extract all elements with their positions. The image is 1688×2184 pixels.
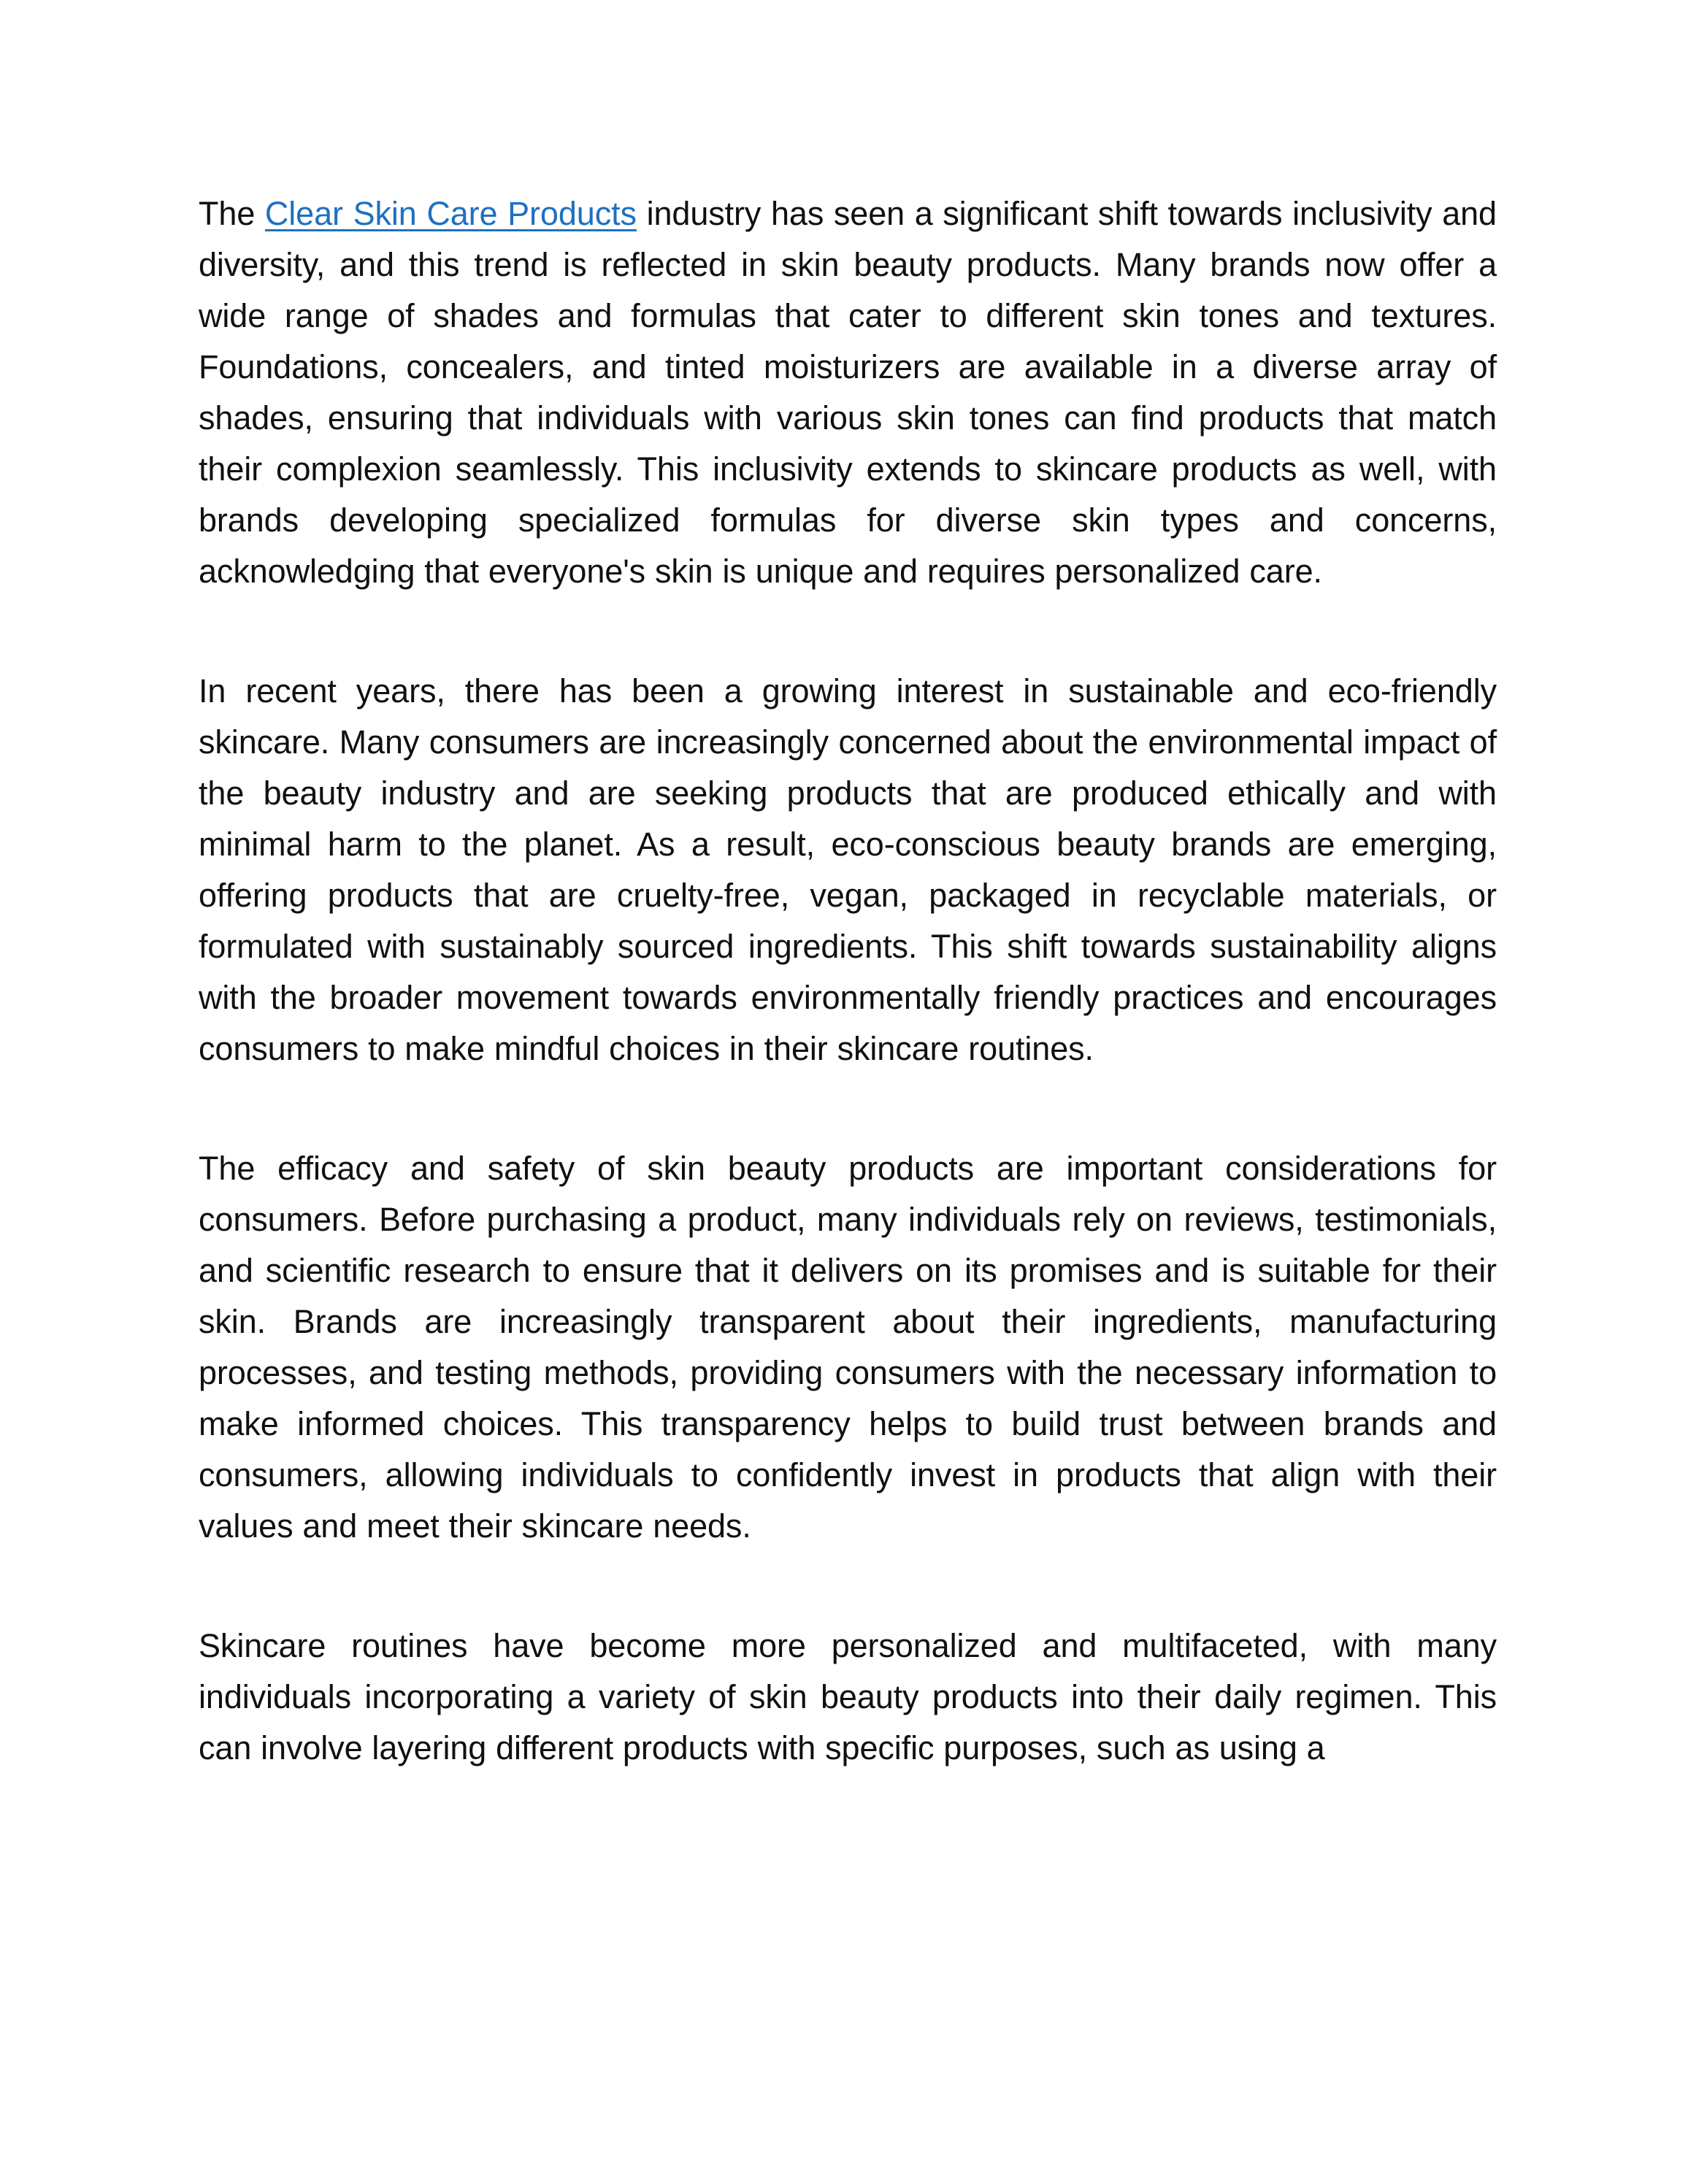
paragraph-3 xyxy=(199,1143,1497,1552)
paragraph-1-rest-text: industry has seen a significant shift towards inclusivity and diversity, and this trend is reflected in skin beauty products. Many brands now offer a wide range of shades and formulas that cater to different skin tones and textures. Foundations, concealers, and tinted moisturizers are available in a diverse array of shades, ensuring that individuals with various skin tones can find products that match their complexion seamlessly. This inclusivity extends to skincare products as well, with brands developing specialized formulas for diverse skin types and concerns, acknowledging that everyone's skin is unique and requires personalized care. xyxy=(199,195,1497,590)
document-body xyxy=(199,188,1497,1774)
paragraph-4 xyxy=(199,1620,1497,1774)
paragraph-1 xyxy=(199,188,1497,597)
paragraph-2 xyxy=(199,666,1497,1074)
paragraph-1-lead-text: The xyxy=(199,195,265,232)
paragraph-3-text: The efficacy and safety of skin beauty products are important considerations for consumers. Before purchasing a product, many individuals rely on reviews, testimonials, and scientific research to ensure that it delivers on its promises and is suitable for their skin. Brands are increasingly transparent about their ingredients, manufacturing processes, and testing methods, providing consumers with the necessary information to make informed choices. This transparency helps to build trust between brands and consumers, allowing individuals to confidently invest in products that align with their values and meet their skincare needs. xyxy=(199,1150,1497,1545)
paragraph-2-text: In recent years, there has been a growing interest in sustainable and eco-friendly skincare. Many consumers are increasingly concerned about the environmental impact of the beauty industry and are seeking products that are produced ethically and with minimal harm to the planet. As a result, eco-conscious beauty brands are emerging, offering products that are cruelty-free, vegan, packaged in recyclable materials, or formulated with sustainably sourced ingredients. This shift towards sustainability aligns with the broader movement towards environmentally friendly practices and encourages consumers to make mindful choices in their skincare routines. xyxy=(199,672,1497,1067)
paragraph-4-text: Skincare routines have become more personalized and multifaceted, with many individuals incorporating a variety of skin beauty products into their daily regimen. This can involve layering different products with specific purposes, such as using a xyxy=(199,1627,1497,1766)
clear-skin-care-products-link[interactable]: Clear Skin Care Products xyxy=(264,195,637,232)
